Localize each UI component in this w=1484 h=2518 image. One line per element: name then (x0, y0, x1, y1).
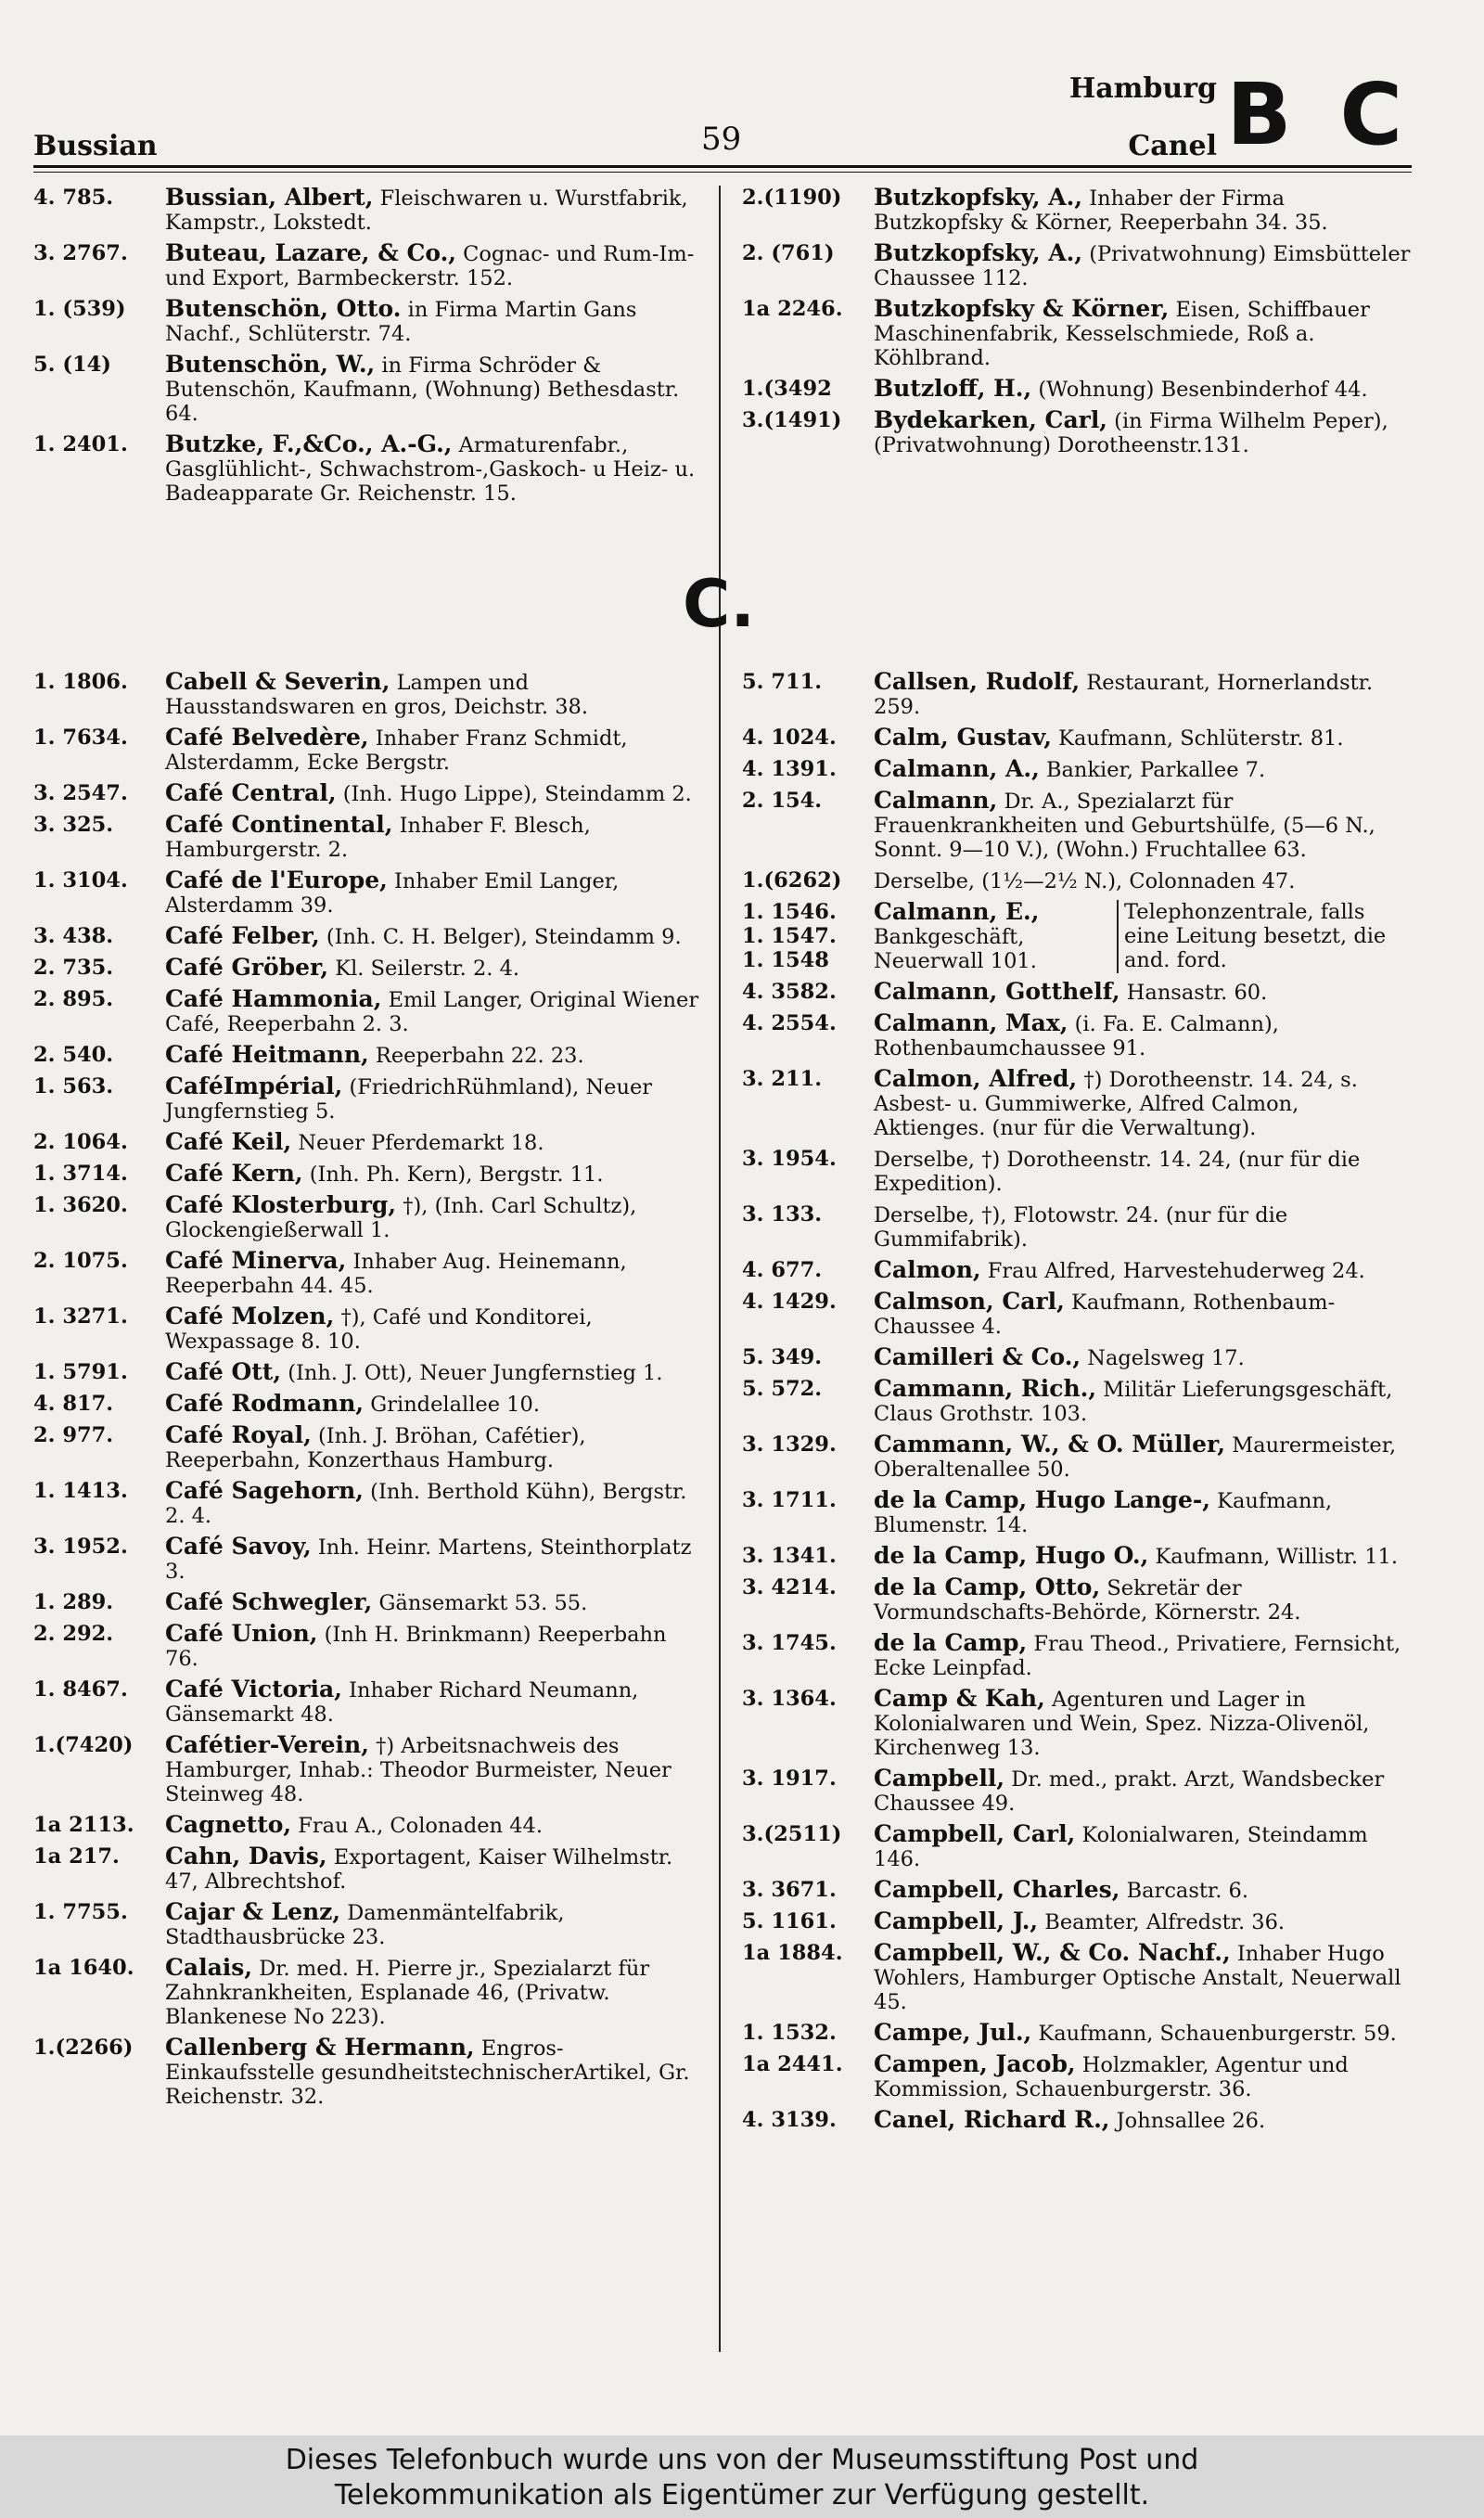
directory-entry (742, 1011, 1414, 1060)
header-city: Hamburg (1068, 72, 1217, 105)
subscriber-details: Reeperbahn 22. 23. (375, 1044, 584, 1068)
directory-entry (742, 1488, 1414, 1537)
directory-entry (33, 1956, 699, 2029)
phone-number: 1. 1548 (742, 948, 829, 972)
subscriber-details: (Privatwohnung) Eimsbütteler Chaussee 112. (874, 242, 1411, 290)
page-number: 59 (701, 121, 742, 158)
directory-entry (742, 1202, 1414, 1252)
subscriber-name: Café Minerva, (165, 1247, 347, 1274)
phone-number: 1.(2266) (33, 2036, 134, 2060)
subscriber-name: de la Camp, Hugo Lange-, (874, 1486, 1211, 1513)
phone-number: 1. 3620. (33, 1193, 128, 1217)
subscriber-details: Lampen und Hausstandswaren en gros, Deichstr. 38. (165, 671, 589, 719)
subscriber-name: Callenberg & Hermann, (165, 2034, 475, 2061)
subscriber-details: †), Café und Konditorei, Wexpassage 8. 10. (165, 1305, 593, 1354)
phone-number: 2. 1075. (33, 1249, 128, 1273)
subscriber-name: Café Central, (165, 779, 337, 806)
phone-number: 5. 711. (742, 670, 823, 694)
subscriber-details: (Inh. Hugo Lippe), Steindamm 2. (342, 782, 692, 806)
subscriber-name: Cammann, W., & O. Müller, (874, 1431, 1226, 1458)
subscriber-details: Derselbe, †), Flotowstr. 24. (nur für die Gummifabrik). (874, 1203, 1288, 1252)
subscriber-details: †) Arbeitsnachweis des Hamburger, Inhab.: Theodor Burmeister, Neuer Steinweg 48. (165, 1734, 672, 1806)
subscriber-details: Inh. Heinr. Martens, Steinthorplatz 3. (165, 1535, 692, 1584)
phone-number: 1a 2113. (33, 1813, 134, 1837)
subscriber-details: Barcastr. 6. (1126, 1879, 1248, 1903)
left-column-c (33, 670, 699, 2115)
directory-entry (33, 813, 699, 862)
subscriber-name: Calmann, (874, 787, 998, 814)
directory-entry (742, 1544, 1414, 1569)
phone-number: 4. 1429. (742, 1290, 837, 1314)
subscriber-details: Eisen, Schiffbauer Maschinenfabrik, Kesselschmiede, Roß a. Köhlbrand. (874, 298, 1370, 370)
subscriber-details: Kaufmann, Schauenburgerstr. 59. (1038, 2022, 1397, 2046)
phone-number: 1. 1532. (742, 2021, 837, 2045)
subscriber-name: Butzkopfsky, A., (874, 239, 1083, 266)
subscriber-name: Café Ott, (165, 1358, 282, 1385)
phone-number: 4. 1024. (742, 726, 837, 750)
subscriber-name: Campbell, Carl, (874, 1820, 1076, 1847)
phone-number: 3. 1711. (742, 1488, 837, 1512)
subscriber-details: Bankgeschäft, Neuerwall 101. (874, 925, 1037, 973)
directory-entry (742, 670, 1414, 719)
phone-number: 2. 154. (742, 789, 823, 813)
subscriber-name: Campbell, (874, 1765, 1005, 1792)
subscriber-name: de la Camp, Otto, (874, 1574, 1101, 1600)
subscriber-name: Cahn, Davis, (165, 1843, 327, 1869)
subscriber-details: Kolonialwaren, Steindamm 146. (874, 1823, 1368, 1871)
subscriber-details: †), (Inh. Carl Schultz), Glockengießerwall 1. (165, 1194, 637, 1242)
subscriber-name: Butenschön, W., (165, 351, 376, 378)
directory-entry (33, 1043, 699, 1068)
subscriber-details: (FriedrichRühmland), Neuer Jungfernstieg 5. (165, 1075, 653, 1124)
header-letters: B C (1226, 65, 1412, 164)
subscriber-details: Kl. Seilerstr. 2. 4. (335, 957, 520, 981)
scan-artifact-line (56, 2398, 1428, 2417)
subscriber-details: Derselbe, †) Dorotheenstr. 14. 24, (nur für die Expedition). (874, 1148, 1361, 1196)
subscriber-name: Café Continental, (165, 811, 393, 838)
subscriber-name: Café Royal, (165, 1421, 312, 1448)
subscriber-details: Armaturenfabr., Gasglühlicht-, Schwachstrom-,Gaskoch- u Heiz- u. Badeapparate Gr. Reichenstr. 15. (165, 433, 696, 506)
phone-number: 2. 1064. (33, 1130, 128, 1154)
phone-number: 3. 1341. (742, 1544, 837, 1568)
phone-number: 3. 2547. (33, 781, 128, 805)
directory-entry (742, 1067, 1414, 1140)
subscriber-name: Camp & Kah, (874, 1685, 1045, 1712)
header-rule-thin (33, 172, 1412, 173)
subscriber-details: Kaufmann, Willistr. 11. (1155, 1545, 1399, 1569)
subscriber-name: Callsen, Rudolf, (874, 668, 1081, 695)
directory-entry (33, 1360, 699, 1385)
subscriber-name: Calmann, Max, (874, 1009, 1068, 1036)
phone-number: 4. 817. (33, 1392, 114, 1416)
header-last-entry: Canel (1128, 130, 1217, 162)
subscriber-name: Butzkopfsky, A., (874, 184, 1083, 211)
directory-entry (33, 2036, 699, 2109)
phone-number: 4. 785. (33, 186, 114, 210)
phone-number: 2.(1190) (742, 186, 842, 210)
directory-entry (742, 408, 1414, 457)
subscriber-details: Nagelsweg 17. (1087, 1346, 1245, 1370)
subscriber-name: Café Keil, (165, 1128, 292, 1155)
subscriber-details: Dr. med., prakt. Arzt, Wandsbecker Chaussee 49. (874, 1767, 1385, 1816)
subscriber-details: (i. Fa. E. Calmann), Rothenbaumchaussee 91. (874, 1012, 1279, 1060)
subscriber-name: Café Heitmann, (165, 1041, 369, 1068)
subscriber-details: Johnsallee 26. (1116, 2109, 1266, 2133)
subscriber-details: Kaufmann, Blumenstr. 14. (874, 1489, 1333, 1537)
phone-number: 2. 540. (33, 1043, 114, 1067)
phone-number: 3.(2511) (742, 1822, 842, 1846)
subscriber-name: Calmson, Carl, (874, 1288, 1065, 1315)
phone-number: 1. 5791. (33, 1360, 128, 1384)
directory-entry (742, 1377, 1414, 1426)
directory-entry (742, 868, 1414, 893)
directory-entry (33, 1423, 699, 1472)
footer-notice (0, 2443, 1484, 2513)
subscriber-details: Engros-Einkaufsstelle gesundheitstechnischerArtikel, Gr. Reichenstr. 32. (165, 2036, 690, 2109)
phone-number: 1. 7755. (33, 1900, 128, 1924)
directory-entry (33, 186, 699, 235)
directory-entry (33, 1535, 699, 1584)
directory-entry (33, 924, 699, 949)
phone-number: 1. 1546. (742, 900, 837, 924)
subscriber-details: Sekretär der Vormundschafts-Behörde, Körnerstr. 24. (874, 1576, 1301, 1625)
directory-entry (33, 1162, 699, 1187)
subscriber-details: (Inh. C. H. Belger), Steindamm 9. (326, 925, 682, 949)
subscriber-name: Bydekarken, Carl, (874, 406, 1108, 433)
subscriber-name: Cajar & Lenz, (165, 1898, 341, 1925)
subscriber-name: Café Sagehorn, (165, 1477, 365, 1504)
subscriber-name: Calais, (165, 1954, 253, 1981)
phone-number: 1a 217. (33, 1844, 120, 1869)
subscriber-name: Cafétier-Verein, (165, 1731, 369, 1758)
subscriber-name: de la Camp, (874, 1629, 1028, 1656)
directory-entry (742, 757, 1414, 782)
phone-number: 4. 2554. (742, 1011, 837, 1035)
phone-number: 2. 735. (33, 956, 114, 980)
directory-entry (742, 1345, 1414, 1370)
subscriber-name: Campbell, J., (874, 1908, 1039, 1934)
phone-number: 3.(1491) (742, 408, 842, 432)
subscriber-name: Butzkopfsky & Körner, (874, 295, 1170, 322)
phone-number: 3. 3671. (742, 1878, 837, 1902)
directory-entry (742, 1631, 1414, 1680)
subscriber-name: Calmann, Gotthelf, (874, 978, 1120, 1005)
footer-line-1: Dieses Telefonbuch wurde uns von der Museumsstiftung Post und (285, 2444, 1199, 2476)
phone-number: 3. 438. (33, 924, 114, 948)
directory-entry (742, 1147, 1414, 1196)
header-first-entry: Bussian (33, 130, 158, 162)
directory-entry (742, 980, 1414, 1005)
subscriber-details: Inhaber der Firma Butzkopfsky & Körner, Reeperbahn 34. 35. (874, 186, 1328, 235)
subscriber-name: Butzloff, H., (874, 375, 1032, 402)
phone-number: 1. 2401. (33, 432, 128, 456)
subscriber-name: Café Victoria, (165, 1676, 342, 1702)
phone-number: 3. 1745. (742, 1631, 837, 1655)
directory-entry (33, 353, 699, 426)
directory-entry (742, 377, 1414, 402)
subscriber-details: (in Firma Wilhelm Peper),(Privatwohnung) Dorotheenstr.131. (874, 409, 1388, 457)
phone-number: 1a 1884. (742, 1941, 843, 1965)
subscriber-name: Butzke, F.,&Co., A.-G., (165, 430, 453, 457)
subscriber-details: Frau A., Colonaden 44. (298, 1814, 543, 1838)
subscriber-details: Inhaber Emil Langer, Alsterdamm 39. (165, 869, 620, 918)
directory-entry (742, 1822, 1414, 1871)
subscriber-details: in Firma Schröder & Butenschön, Kaufmann, (Wohnung) Bethesdastr. 64. (165, 353, 680, 426)
header-rule (33, 165, 1412, 168)
phone-number: 3. 1954. (742, 1147, 837, 1171)
phone-number: 1. 3271. (33, 1304, 128, 1329)
subscriber-name: Canel, Richard R., (874, 2106, 1110, 2133)
subscriber-details: (Inh. Ph. Kern), Bergstr. 11. (309, 1163, 604, 1187)
right-column-b (742, 186, 1414, 464)
directory-entry (33, 1074, 699, 1124)
phone-number: 1. 289. (33, 1590, 114, 1614)
directory-entry (742, 1941, 1414, 2014)
subscriber-details: Holzmakler, Agentur und Kommission, Schauenburgerstr. 36. (874, 2053, 1349, 2101)
subscriber-details: Grindelallee 10. (370, 1393, 540, 1417)
phone-number: 1a 2246. (742, 297, 843, 321)
directory-entry (742, 2108, 1414, 2133)
subscriber-details: Frau Theod., Privatiere, Fernsicht, Ecke Leinpfad. (874, 1632, 1401, 1680)
phone-number: 3. 2767. (33, 241, 128, 265)
subscriber-name: Calmon, (874, 1256, 981, 1283)
subscriber-details: †) Dorotheenstr. 14. 24, s. Asbest- u. Gummiwerke, Alfred Calmon, Aktienges. (nur für die Verwaltung). (874, 1068, 1358, 1140)
subscriber-details: Inhaber Richard Neumann, Gänsemarkt 48. (165, 1678, 639, 1727)
subscriber-name: Café Felber, (165, 922, 320, 949)
subscriber-name: Campen, Jacob, (874, 2050, 1076, 2077)
subscriber-details: Neuer Pferdemarkt 18. (298, 1131, 544, 1155)
directory-entry (33, 432, 699, 506)
phone-number: 5. (14) (33, 353, 111, 377)
directory-entry (742, 1687, 1414, 1760)
phone-number: 1. 563. (33, 1074, 114, 1098)
directory-entry (33, 1677, 699, 1727)
directory-entry (742, 241, 1414, 290)
subscriber-name: Café Molzen, (165, 1303, 335, 1330)
directory-entry (33, 726, 699, 775)
subscriber-details: Emil Langer, Original Wiener Café, Reeperbahn 2. 3. (165, 988, 699, 1036)
subscriber-details: Exportagent, Kaiser Wilhelmstr. 47, Albrechtshof. (165, 1845, 673, 1894)
subscriber-name: Café Rodmann, (165, 1390, 365, 1417)
subscriber-details: Kaufmann, Rothenbaum-Chaussee 4. (874, 1291, 1336, 1339)
phone-number: 1. 1806. (33, 670, 128, 694)
phone-number: 3. 325. (33, 813, 114, 837)
directory-entry (33, 241, 699, 290)
directory-entry (33, 1622, 699, 1671)
subscriber-details: Damenmäntelfabrik, Stadthausbrücke 23. (165, 1901, 565, 1949)
directory-entry (33, 1813, 699, 1838)
subscriber-name: Cagnetto, (165, 1811, 292, 1838)
directory-entry (33, 1304, 699, 1354)
subscriber-name: Butenschön, Otto. (165, 295, 402, 322)
subscriber-details: Cognac- und Rum-Im- und Export, Barmbeckerstr. 152. (165, 242, 695, 290)
subscriber-name: Café Belvedère, (165, 724, 369, 751)
phone-number: 3. 1917. (742, 1766, 837, 1791)
subscriber-details: Inhaber Hugo Wohlers, Hamburger Optische Anstalt, Neuerwall 45. (874, 1942, 1401, 2014)
subscriber-details: Kaufmann, Schlüterstr. 81. (1058, 726, 1344, 751)
phone-number: 5. 572. (742, 1377, 823, 1401)
subscriber-details: Dr. med. H. Pierre jr., Spezialarzt für Zahnkrankheiten, Esplanade 46, (Privatw. Blankenese No 223). (165, 1957, 650, 2029)
subscriber-details: Hansastr. 60. (1126, 981, 1268, 1005)
subscriber-details: (Inh H. Brinkmann) Reeperbahn 76. (165, 1623, 667, 1671)
directory-entry (33, 297, 699, 346)
phone-number: 1.(6262) (742, 868, 842, 893)
directory-entry (742, 2021, 1414, 2046)
footer-line-2: Telekommunikation als Eigentümer zur Verfügung gestellt. (334, 2479, 1150, 2512)
subscriber-name: Bussian, Albert, (165, 184, 374, 211)
subscriber-details: Dr. A., Spezialarzt für Frauenkrankheiten und Geburtshülfe, (5—6 N., Sonnt. 9—10 V.), (Wohn.) Fruchtallee 63. (874, 790, 1375, 862)
directory-entry (742, 186, 1414, 235)
subscriber-name: Cabell & Severin, (165, 668, 390, 695)
subscriber-details: Gänsemarkt 53. 55. (378, 1591, 588, 1615)
directory-entry (33, 956, 699, 981)
subscriber-name: Café Gröber, (165, 954, 329, 981)
calmann-e-entry (742, 900, 1414, 973)
directory-entry (33, 868, 699, 918)
phone-number: 2. 977. (33, 1423, 114, 1447)
calmann-e-note: Telephonzentrale, falls eine Leitung besetzt, die and. ford. (1117, 900, 1414, 973)
directory-entry (742, 789, 1414, 862)
directory-entry (33, 1479, 699, 1528)
directory-entry (33, 1590, 699, 1615)
directory-entry (742, 2052, 1414, 2101)
subscriber-name: Café Kern, (165, 1160, 303, 1187)
phone-number: 1. (539) (33, 297, 126, 321)
subscriber-details: Inhaber F. Blesch, Hamburgerstr. 2. (165, 814, 591, 862)
phone-number: 5. 349. (742, 1345, 823, 1369)
phone-number: 5. 1161. (742, 1909, 837, 1933)
subscriber-name: Buteau, Lazare, & Co., (165, 239, 457, 266)
phone-number: 4. 3582. (742, 980, 837, 1004)
subscriber-details: Agenturen und Lager in Kolonialwaren und Wein, Spez. Nizza-Olivenöl, Kirchenweg 13. (874, 1688, 1370, 1760)
subscriber-details: Fleischwaren u. Wurstfabrik, Kampstr., Lokstedt. (165, 186, 688, 235)
directory-entry (742, 1909, 1414, 1934)
subscriber-details: Beamter, Alfredstr. 36. (1044, 1910, 1286, 1934)
subscriber-name: Camilleri & Co., (874, 1343, 1081, 1370)
phone-number: 1. 8467. (33, 1677, 128, 1702)
phone-number: 3. 133. (742, 1202, 823, 1227)
directory-entry (33, 1844, 699, 1894)
phone-number: 3. 4214. (742, 1575, 837, 1599)
directory-entry (742, 1766, 1414, 1816)
subscriber-details: in Firma Martin Gans Nachf., Schlüterstr. 74. (165, 298, 637, 346)
directory-entry (33, 987, 699, 1036)
subscriber-details: Militär Lieferungsgeschäft, Claus Grothstr. 103. (874, 1378, 1393, 1426)
directory-entry (742, 1290, 1414, 1339)
phone-number: 2. (761) (742, 241, 835, 265)
subscriber-details: (Inh. Berthold Kühn), Bergstr. 2. 4. (165, 1480, 687, 1528)
subscriber-details: Bankier, Parkallee 7. (1045, 758, 1266, 782)
phone-number: 1. 3714. (33, 1162, 128, 1186)
directory-entry (742, 726, 1414, 751)
subscriber-details: Inhaber Aug. Heinemann, Reeperbahn 44. 45. (165, 1250, 627, 1298)
subscriber-name: Cammann, Rich., (874, 1375, 1097, 1402)
subscriber-name: Café Union, (165, 1620, 318, 1647)
page-header (33, 56, 1412, 167)
directory-entry (33, 670, 699, 719)
phone-number: 1.(3492 (742, 377, 832, 401)
subscriber-details: Inhaber Franz Schmidt, Alsterdamm, Ecke Bergstr. (165, 726, 628, 775)
directory-entry (33, 1900, 699, 1949)
directory-entry (33, 1392, 699, 1417)
subscriber-name: Calm, Gustav, (874, 724, 1052, 751)
subscriber-details: (Inh. J. Bröhan, Cafétier), Reeperbahn, Konzerthaus Hamburg. (165, 1424, 586, 1472)
subscriber-details: (Wohnung) Besenbinderhof 44. (1038, 378, 1368, 402)
subscriber-details: Derselbe, (1½—2½ N.), Colonnaden 47. (874, 869, 1296, 893)
subscriber-details: (Inh. J. Ott), Neuer Jungfernstieg 1. (288, 1361, 663, 1385)
phone-number: 4. 677. (742, 1258, 823, 1282)
subscriber-name: Campbell, Charles, (874, 1876, 1120, 1903)
phone-number: 4. 3139. (742, 2108, 837, 2132)
phone-number: 3. 1364. (742, 1687, 837, 1711)
subscriber-details: Frau Alfred, Harvestehuderweg 24. (987, 1259, 1365, 1283)
section-letter: C. (683, 566, 755, 642)
directory-entry (33, 1733, 699, 1806)
subscriber-name: Café Savoy, (165, 1533, 312, 1560)
subscriber-name: Campe, Jul., (874, 2019, 1032, 2046)
right-column-c (742, 670, 1414, 2139)
left-column-b (33, 186, 699, 512)
subscriber-name: Café de l'Europe, (165, 867, 388, 893)
directory-entry (33, 781, 699, 806)
directory-entry (742, 1258, 1414, 1283)
phone-number: 2. 292. (33, 1622, 114, 1646)
directory-entry (742, 1575, 1414, 1625)
subscriber-name: Café Schwegler, (165, 1588, 373, 1615)
subscriber-name: Campbell, W., & Co. Nachf., (874, 1939, 1231, 1966)
phone-number: 1.(7420) (33, 1733, 134, 1757)
subscriber-name: Café Hammonia, (165, 985, 382, 1012)
column-divider (719, 186, 721, 2352)
phone-number: 3. 1952. (33, 1535, 128, 1559)
subscriber-name: Calmann, E., (874, 898, 1040, 925)
directory-entry (33, 1130, 699, 1155)
directory-entry (33, 1193, 699, 1242)
phone-number: 2. 895. (33, 987, 114, 1011)
subscriber-details: Maurermeister, Oberaltenallee 50. (874, 1433, 1397, 1482)
directory-entry (742, 1878, 1414, 1903)
subscriber-name: Calmon, Alfred, (874, 1065, 1078, 1092)
phone-number: 1. 1413. (33, 1479, 128, 1503)
phone-number: 1. 1547. (742, 924, 837, 948)
phone-number: 3. 1329. (742, 1432, 837, 1457)
phone-number: 4. 1391. (742, 757, 837, 781)
calmann-e-numbers (742, 900, 846, 972)
phone-number: 1a 2441. (742, 2052, 843, 2076)
subscriber-details: Restaurant, Hornerlandstr. 259. (874, 671, 1374, 719)
directory-entry (742, 297, 1414, 370)
directory-entry (742, 1432, 1414, 1482)
subscriber-name: Café Klosterburg, (165, 1191, 397, 1218)
subscriber-name: CaféImpérial, (165, 1073, 343, 1099)
phone-number: 1a 1640. (33, 1956, 134, 1980)
phone-number: 1. 7634. (33, 726, 128, 750)
phone-number: 1. 3104. (33, 868, 128, 893)
subscriber-name: de la Camp, Hugo O., (874, 1542, 1149, 1569)
subscriber-name: Calmann, A., (874, 755, 1040, 782)
phone-number: 3. 211. (742, 1067, 823, 1091)
directory-entry (33, 1249, 699, 1298)
